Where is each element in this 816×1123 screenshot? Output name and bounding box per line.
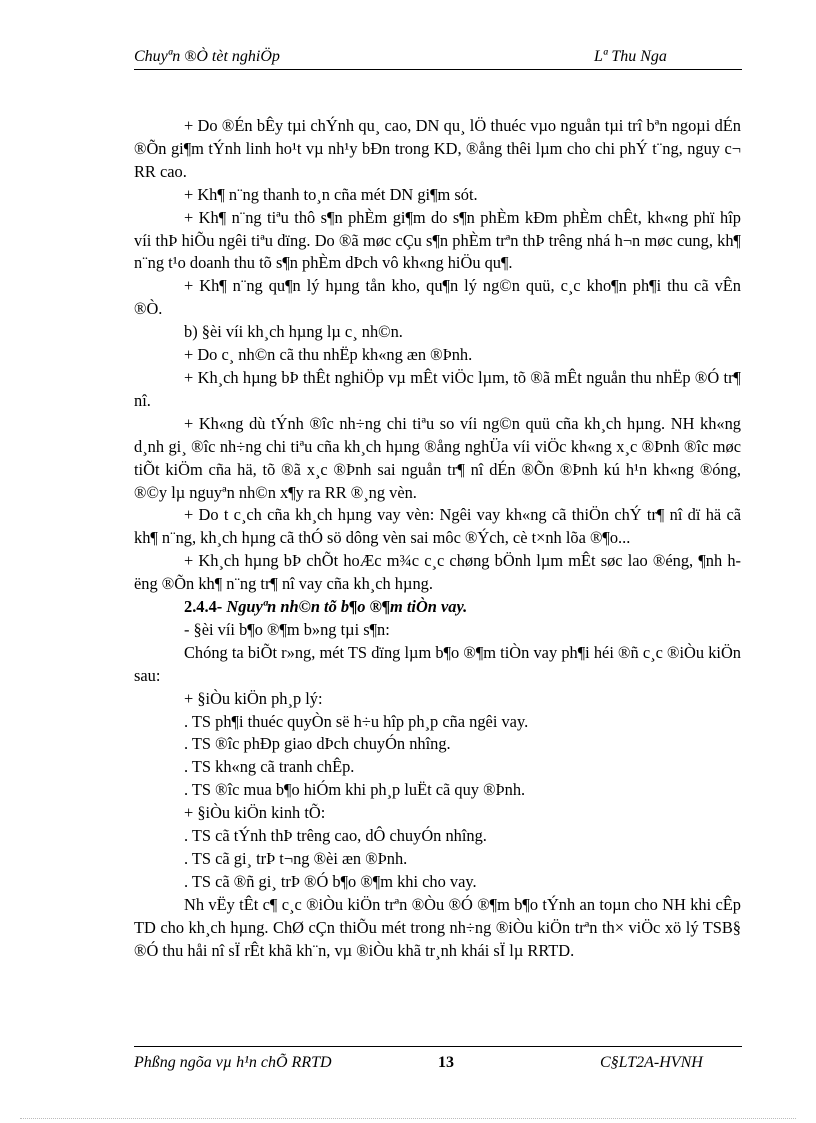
page-footer <box>134 1054 742 1078</box>
paragraph: b) §èi víi kh¸ch hµng lµ c¸ nh©n. <box>184 322 403 342</box>
page-edge-dotted-line <box>20 1118 796 1119</box>
footer-divider <box>134 1046 742 1047</box>
section-title: Nguyªn nh©n tõ b¶o ®¶m tiÒn vay. <box>226 597 468 617</box>
list-item: . TS kh«ng cã tranh chÊp. <box>184 757 355 777</box>
paragraph: Nh vËy tÊt c¶ c¸c ®iÒu kiÖn trªn ®Òu ®Ó ®¶m b¶o tÝnh an toµn cho NH khi cÊp TD cho kh¸ch hµng. ChØ cÇn thiÕu mét trong nh÷ng ®iÒu kiÖn trªn th× viÖc xö lý TSB§ ®Ó thu håi nî sÏ rÊt khã kh¨n, vµ ®iÒu khã tr¸nh khái sÏ lµ RRTD. <box>134 894 741 960</box>
paragraph: + Kh¸ch hµng bÞ thÊt nghiÖp vµ mÊt viÖc lµm, tõ ®ã mÊt nguån thu nhËp ®Ó tr¶ nî. <box>134 367 741 410</box>
paragraph: + Do c¸ nh©n cã thu nhËp kh«ng æn ®Þnh. <box>184 345 473 365</box>
section-number: 2.4.4- <box>184 597 223 617</box>
paragraph: + Do ®Én bÊy tµi chÝnh qu¸ cao, DN qu¸ lÖ thuéc vµo nguån tµi trî bªn ngoµi dÉn ®Õn gi¶m tÝnh linh ho¹t vµ nh¹y bÐn trong KD, ®ång thêi lµm cho chi phÝ t¨ng, nguy c¬ RR cao. <box>134 116 741 181</box>
document-body <box>134 115 741 963</box>
paragraph: - §èi víi b¶o ®¶m b»ng tµi s¶n: <box>184 619 390 639</box>
footer-title: Phßng ngõa vµ h¹n chÕ RRTD <box>134 1054 332 1071</box>
footer-class: C§LT2A-HVNH <box>600 1054 703 1071</box>
paragraph: + §iÒu kiÖn kinh tÕ: <box>184 803 326 823</box>
list-item: . TS ®îc phÐp giao dÞch chuyÓn nhîng. <box>184 734 451 754</box>
paragraph: + Kh¶ n¨ng qu¶n lý hµng tån kho, qu¶n lý ng©n quü, c¸c kho¶n ph¶i thu cã vÊn ®Ò. <box>134 276 741 319</box>
list-item: . TS ph¶i thuéc quyÒn së h÷u hîp ph¸p cña ngêi vay. <box>184 711 529 731</box>
list-item: . TS cã ®ñ gi¸ trÞ ®Ó b¶o ®¶m khi cho vay. <box>184 871 477 891</box>
page-header <box>134 48 742 70</box>
paragraph: + Kh«ng dù tÝnh ®îc nh÷ng chi tiªu so víi ng©n quü cña kh¸ch hµng. NH kh«ng d¸nh gi¸ ®îc nh÷ng chi tiªu cña kh¸ch hµng ®ång nghÜa víi viÖc kh«ng x¸c ®Þnh ®îc møc tiÕt kiÖm cña hä, tõ ®ã x¸c ®Þnh sai nguån tr¶ nî dÉn ®Õn ®Þnh kú h¹n kh«ng ®óng, ®©y lµ nguyªn nh©n x¶y ra RR ®¸ng vèn. <box>134 413 741 502</box>
section-heading <box>134 596 741 619</box>
list-item: . TS cã tÝnh thÞ trêng cao, dÔ chuyÓn nhîng. <box>184 826 487 846</box>
list-item: . TS cã gi¸ trÞ t¬ng ®èi æn ®Þnh. <box>184 849 408 868</box>
header-title: Chuyªn ®Ò tèt nghiÖp <box>134 48 280 65</box>
paragraph: Chóng ta biÕt r»ng, mét TS dïng lµm b¶o ®¶m tiÒn vay ph¶i héi ®ñ c¸c ®iÒu kiÖn sau: <box>134 642 741 685</box>
paragraph: + Do t c¸ch cña kh¸ch hµng vay vèn: Ngêi vay kh«ng cã thiÖn chÝ tr¶ nî dï hä cã kh¶ n¨ng, kh¸ch hµng cã thÓ sö dông vèn sai môc ®Ých, cè t×nh lõa ®¶o... <box>134 505 741 548</box>
paragraph: + Kh¶ n¨ng tiªu thô s¶n phÈm gi¶m do s¶n phÈm kÐm phÈm chÊt, kh«ng phï hîp víi thÞ hiÕu ngêi tiªu dïng. Do ®ã møc cÇu s¶n phÈm trªn thÞ trêng nhá h¬n møc cung, kh¶ n¨ng t¹o doanh thu tõ s¶n phÈm dÞch vô kh«ng hiÖu qu¶. <box>134 207 741 273</box>
list-item: . TS ®îc mua b¶o hiÓm khi ph¸p luËt cã quy ®Þnh. <box>184 780 526 800</box>
paragraph: + Kh¸ch hµng bÞ chÕt hoÆc m¾c c¸c chøng bÖnh lµm mÊt søc lao ®éng, ¶nh hëng ®Õn kh¶ n¨ng tr¶ nî vay cña kh¸ch hµng. <box>134 551 741 594</box>
header-divider <box>134 69 742 70</box>
page-number: 13 <box>438 1054 454 1071</box>
paragraph: + Kh¶ n¨ng thanh to¸n cña mét DN gi¶m sót. <box>184 184 478 204</box>
paragraph: + §iÒu kiÖn ph¸p lý: <box>184 688 323 708</box>
header-author: Lª Thu Nga <box>594 48 667 65</box>
